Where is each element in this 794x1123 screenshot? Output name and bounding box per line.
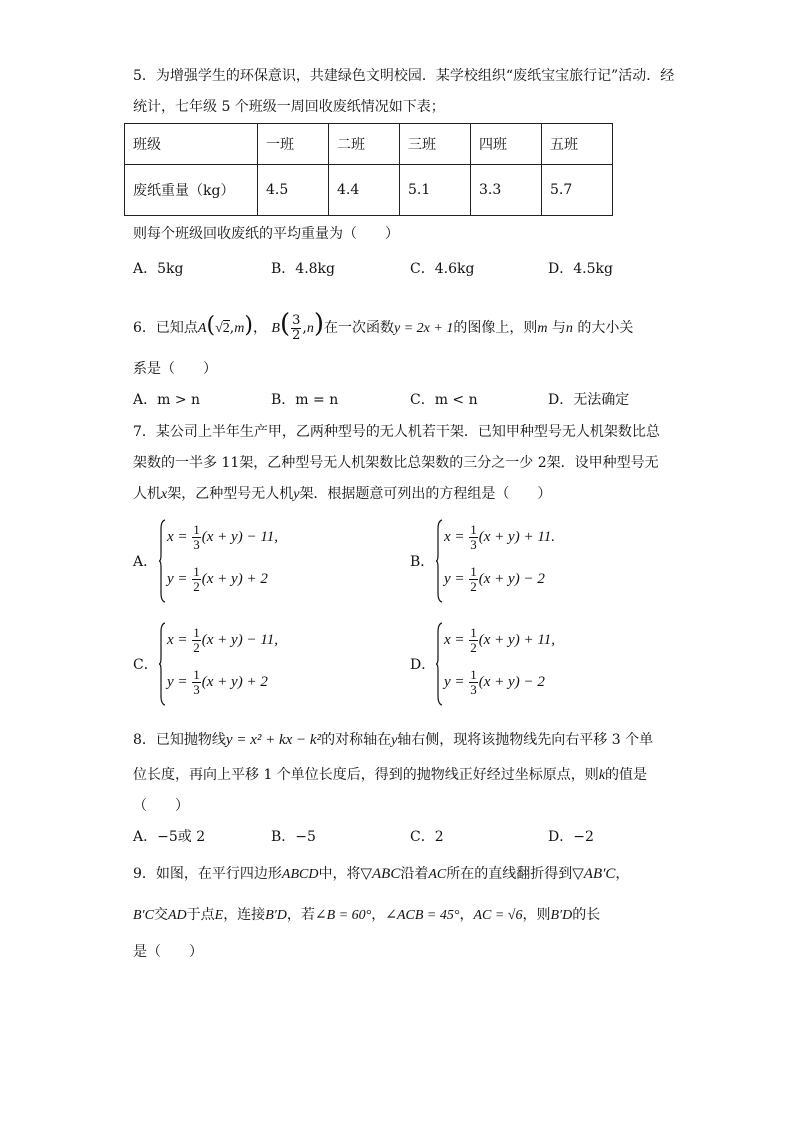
q6-line2: 系是（ ） — [133, 361, 217, 377]
q9-line2-d: ，连接 — [223, 907, 266, 923]
q6-n: n — [306, 321, 314, 336]
q6-suffix: 的图像上，则 — [453, 320, 538, 336]
q6-cmp-n: n — [565, 321, 573, 336]
q9-line1-c: 沿着 — [400, 866, 429, 882]
q6-m: m — [234, 321, 245, 336]
q9-tri2: ▽AB′C — [572, 866, 616, 882]
q5-line1: 5．为增强学生的环保意识，共建绿色文明校园．某学校组织“废纸宝宝旅行记”活动．经 — [133, 68, 675, 84]
equation: x = $\frac{1}{3}$ (x + y) + 11. — [444, 522, 555, 552]
table-row-data — [125, 165, 613, 216]
q9-line1-e: ， — [615, 866, 630, 882]
q6-point-a: A — [197, 321, 207, 336]
q9-ac-value: AC = √6 — [473, 908, 523, 923]
table-cell: 一班 — [258, 124, 329, 165]
q6-frac-den: 2 — [292, 327, 301, 343]
q5-table — [124, 123, 613, 216]
equation: y = $\frac{1}{2}$ (x + y) − 2 — [444, 564, 545, 594]
q6-point-b: B — [271, 321, 280, 336]
q6-options — [133, 390, 693, 410]
q7-option-c[interactable] — [133, 622, 393, 708]
q5-options — [133, 259, 693, 279]
q8-line2-b: 的值是 — [605, 767, 648, 783]
q8-line2 — [133, 765, 647, 786]
table-cell: 四班 — [471, 124, 542, 165]
table-cell: 三班 — [400, 124, 471, 165]
table-cell: 4.5 — [258, 165, 329, 216]
equation: x = $\frac{1}{3}$ (x + y) − 11, — [167, 522, 278, 552]
q7-option-d[interactable] — [410, 622, 670, 708]
q8-option-c[interactable]: C．2 — [410, 829, 444, 845]
q6-option-d[interactable]: D．无法确定 — [548, 392, 630, 408]
q9-line1-d: 所在的直线翻折得到 — [446, 866, 573, 882]
option-label: D． — [410, 657, 436, 673]
q9-bc: B′C — [133, 908, 154, 923]
q9-e: E — [214, 908, 224, 923]
q9-angle-acb: ∠ACB = 45° — [385, 908, 460, 923]
q5-question: 则每个班级回收废纸的平均重量为（ ） — [133, 226, 399, 242]
option-label: C． — [133, 657, 158, 673]
q6-prefix: 6．已知点 — [133, 320, 198, 336]
q9-bd: B′D — [265, 908, 287, 923]
q6-line1: 6．已知点A(√2,m)， B( $\frac{3}{2}$ ,n)在一次函数y = 2x + 1的图像上，则m 与n 的大小关 — [133, 309, 634, 343]
q8-line1-a: 8．已知抛物线 — [133, 732, 226, 748]
q5-line2: 统计，七年级 5 个班级一周回收废纸情况如下表； — [133, 99, 445, 115]
q8-k: k — [598, 768, 606, 783]
q9-line1 — [133, 864, 629, 885]
q7-option-a[interactable] — [133, 519, 393, 605]
q6-cmp-m: m — [537, 321, 548, 336]
table-cell: 班级 — [125, 124, 258, 165]
equation: x = $\frac{1}{2}$ (x + y) + 11, — [444, 625, 555, 655]
q9-line2-b: 交 — [153, 907, 168, 923]
q9-ad: AD — [167, 908, 187, 923]
option-label: A． — [133, 554, 158, 570]
table-cell: 4.4 — [329, 165, 400, 216]
q6-cmp-and: 与 — [547, 320, 566, 336]
equation: x = $\frac{1}{2}$ (x + y) − 11, — [167, 625, 278, 655]
q9-line2-f: ，则 — [522, 907, 551, 923]
q8-line1 — [133, 730, 653, 751]
equation: y = $\frac{1}{3}$ (x + y) + 2 — [167, 667, 268, 697]
q6-frac-num: 3 — [292, 312, 301, 328]
q5-option-c[interactable]: C．4.6kg — [410, 261, 475, 277]
q6-mid: 在一次函数 — [324, 320, 394, 336]
q8-options — [133, 827, 693, 847]
q7-line2: 架数的一半多 11架，乙种型号无人机架数比总架数的三分之一少 2架．设甲种型号无 — [133, 455, 659, 471]
q9-line2-g: 的长 — [572, 907, 601, 923]
q5-option-d[interactable]: D．4.5kg — [548, 261, 613, 277]
table-cell: 3.3 — [471, 165, 542, 216]
brace-icon — [159, 622, 166, 706]
equation: y = $\frac{1}{3}$ (x + y) − 2 — [444, 667, 545, 697]
q7-line3 — [133, 484, 551, 505]
q9-line2-e: ，若 — [286, 907, 315, 923]
q6-option-a[interactable]: A．m > n — [133, 392, 201, 408]
brace-icon — [436, 519, 443, 603]
table-cell: 五班 — [542, 124, 613, 165]
q9-line1-a: 9．如图，在平行四边形 — [133, 866, 282, 882]
q8-line2-a: 位长度，再向上平移 1 个单位长度后，得到的抛物线正好经过坐标原点，则 — [133, 767, 599, 783]
q9-line3: 是（ ） — [133, 944, 203, 960]
q5-option-b[interactable]: B．4.8kg — [271, 261, 335, 277]
q6-sqrt-arg: 2 — [222, 321, 230, 336]
option-label: B． — [410, 554, 435, 570]
q9-line1-b: 中，将 — [318, 866, 361, 882]
q8-line3: （ ） — [133, 798, 189, 814]
q8-line1-c: 轴右侧，现将该抛物线先向右平移 3 个单 — [397, 732, 654, 748]
brace-icon — [436, 622, 443, 706]
q9-ac: AC — [428, 867, 447, 882]
q7-line3-c: 架．根据题意可列出的方程组是（ ） — [299, 486, 552, 502]
q9-sep: ， — [459, 907, 474, 923]
q9-line2 — [133, 905, 600, 926]
q9-abcd: ABCD — [281, 867, 319, 882]
q8-line1-b: 的对称轴在 — [321, 732, 392, 748]
brace-icon — [159, 519, 166, 603]
q9-angle-b: ∠B = 60° — [314, 908, 372, 923]
q5-option-a[interactable]: A．5kg — [133, 261, 184, 277]
q7-x: x — [161, 487, 168, 502]
q6-func: y = 2x + 1 — [394, 321, 454, 336]
q9-bd2: B′D — [550, 908, 573, 923]
q7-line3-b: 架，乙种型号无人机 — [167, 486, 294, 502]
q9-tri1: ▽ABC — [360, 866, 401, 882]
q6-option-c[interactable]: C．m < n — [410, 392, 478, 408]
q8-option-b[interactable]: B．−5 — [271, 829, 316, 845]
q8-y: y — [391, 733, 398, 748]
table-cell: 5.1 — [400, 165, 471, 216]
q6-cmp-end: 的大小关 — [572, 320, 634, 336]
table-row-header — [125, 124, 613, 165]
q6-option-b[interactable]: B．m = n — [271, 392, 339, 408]
q7-line3-a: 人机 — [133, 486, 161, 502]
equation: y = $\frac{1}{2}$ (x + y) + 2 — [167, 564, 268, 594]
q9-sep: ， — [371, 907, 386, 923]
q8-option-d[interactable]: D．−2 — [548, 829, 594, 845]
q9-line2-c: 于点 — [186, 907, 215, 923]
table-cell: 废纸重量（kg） — [125, 165, 258, 216]
q7-option-b[interactable] — [410, 519, 670, 605]
q8-func: y = x² + kx − k² — [225, 732, 322, 748]
table-cell: 5.7 — [542, 165, 613, 216]
q7-y: y — [293, 487, 300, 502]
table-cell: 二班 — [329, 124, 400, 165]
q7-line1: 7．某公司上半年生产甲，乙两种型号的无人机若干架．已知甲种型号无人机架数比总 — [133, 424, 660, 440]
q8-option-a[interactable]: A．−5或 2 — [133, 829, 206, 845]
